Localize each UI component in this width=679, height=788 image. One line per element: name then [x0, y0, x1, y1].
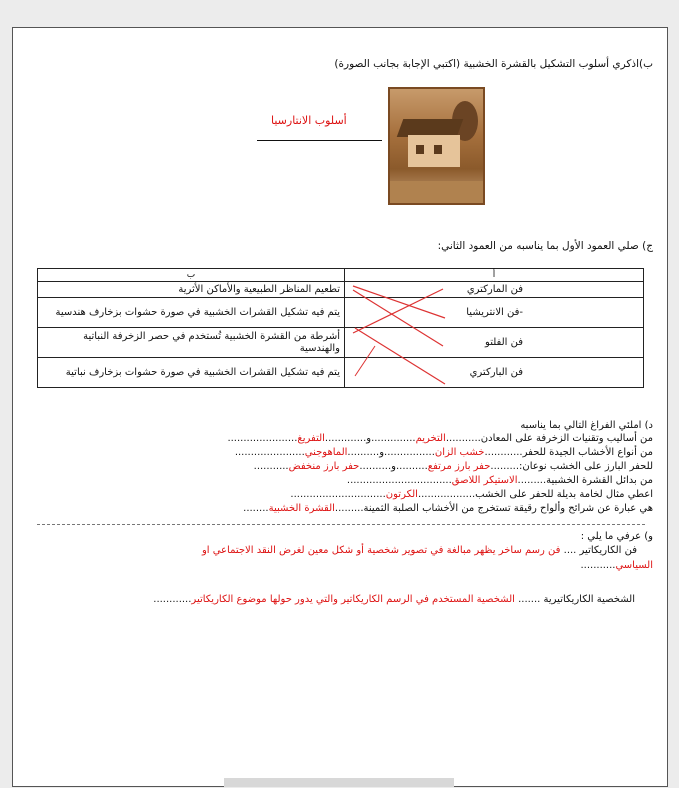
- worksheet-page: [12, 27, 668, 787]
- definition-term: الشخصية الكاريكاتيرية .......: [518, 594, 635, 605]
- section-b-question: ب)اذكري أسلوب التشكيل بالقشرة الخشبية (اكتبي الإجابة بجانب الصورة): [334, 58, 653, 70]
- fill-prefix: من أنواع الأخشاب الجيدة للحفر............: [484, 447, 653, 458]
- fill-mid: ..............و.............: [324, 433, 416, 444]
- fill-suffix: ...........: [253, 461, 289, 472]
- fill-answer: الاستيكر اللاصق: [451, 475, 518, 486]
- fill-line-6: [243, 503, 653, 514]
- fill-line-4: [347, 475, 653, 486]
- section-d-question: د) املئي الفراغ التالي بما يناسبه: [520, 420, 653, 431]
- bottom-strip: [224, 778, 454, 787]
- fill-answer: حفر بارز منخفض: [288, 461, 360, 472]
- col-b-cell: تطعيم المناظر الطبيعية والأماكن الأثرية: [38, 282, 345, 298]
- col-b-cell: يتم فيه تشكيل القشرات الخشبية في صورة حشوات بزخارف هندسية: [38, 298, 345, 328]
- fill-answer: حفر بارز مرتفع: [427, 461, 491, 472]
- fill-suffix: ........: [243, 503, 269, 514]
- definition-1: [202, 545, 637, 556]
- match-line: [353, 286, 445, 318]
- section-e-question: و) عرفي ما يلي :: [580, 531, 653, 542]
- col-a-cell: -فن الانتريشيا: [345, 298, 644, 328]
- col-a-cell: فن الباركتري: [345, 358, 644, 388]
- fill-suffix: ......................: [227, 433, 298, 444]
- fill-prefix: من بدائل القشرة الخشبية.........: [517, 475, 653, 486]
- fill-answer: الكرتون: [385, 489, 418, 500]
- section-divider: [37, 524, 645, 525]
- fill-line-3: [254, 461, 653, 472]
- fill-prefix: من أساليب وتقنيات الزخرفة على المعادن...........: [445, 433, 653, 444]
- section-b-answer: أسلوب الانتارسيا: [271, 114, 347, 127]
- fill-line-1: [227, 433, 653, 444]
- fill-line-2: [235, 447, 653, 458]
- col-b-cell: يتم فيه تشكيل القشرات الخشبية في صورة حشوات بزخارف نباتية: [38, 358, 345, 388]
- matching-lines: [13, 28, 669, 788]
- fill-prefix: للحفر البارز على الخشب نوعان:.........: [490, 461, 653, 472]
- definition-term: فن الكاريكاتير ....: [563, 545, 637, 556]
- header-a: أ: [345, 269, 644, 282]
- definition-dots: ............: [153, 594, 192, 605]
- definition-answer: الشخصية المستخدم في الرسم الكاريكاتير والتي يدور حولها موضوع الكاريكاتير: [191, 594, 515, 605]
- fill-suffix: ..............................: [290, 489, 386, 500]
- fill-prefix: هي عبارة عن شرائح وألواح رقيقة تستخرج من الأخشاب الصلبة الثمينة.........: [334, 503, 653, 514]
- definition-dots: ...........: [580, 560, 616, 571]
- col-a-cell: فن الماركتري: [345, 282, 644, 298]
- definition-2: [153, 594, 635, 605]
- definition-1-cont: [581, 560, 654, 571]
- col-b-cell: أشرطة من القشرة الخشبية تُستخدم في حصر الزخرفة النباتية والهندسية: [38, 328, 345, 358]
- fill-answer: الماهوجني: [304, 447, 348, 458]
- definition-answer: فن رسم ساخر يظهر مبالغة في تصوير شخصية أو شكل معين لغرض النقد الاجتماعي او: [201, 545, 561, 556]
- fill-suffix: .................................: [346, 475, 452, 486]
- match-line: [353, 289, 443, 333]
- col-a-cell: فن الفلتو: [345, 328, 644, 358]
- fill-mid: ................و..........: [347, 447, 435, 458]
- fill-answer: خشب الزان: [434, 447, 485, 458]
- fill-suffix: ......................: [234, 447, 305, 458]
- fill-answer: القشرة الخشبية: [268, 503, 335, 514]
- fill-line-5: [290, 489, 653, 500]
- fill-answer: التخريم: [415, 433, 446, 444]
- section-c-question: ج) صلي العمود الأول بما يناسبه من العمود الثاني:: [437, 240, 653, 252]
- match-line: [353, 290, 443, 346]
- header-b: ب: [38, 269, 345, 282]
- fill-mid: ..........و..........: [359, 461, 428, 472]
- match-line: [355, 346, 375, 376]
- fill-answer: التفريغ: [297, 433, 325, 444]
- definition-answer: السياسي: [615, 560, 653, 571]
- fill-prefix: اعطي مثال لخامة بديلة للحفر على الخشب..................: [417, 489, 653, 500]
